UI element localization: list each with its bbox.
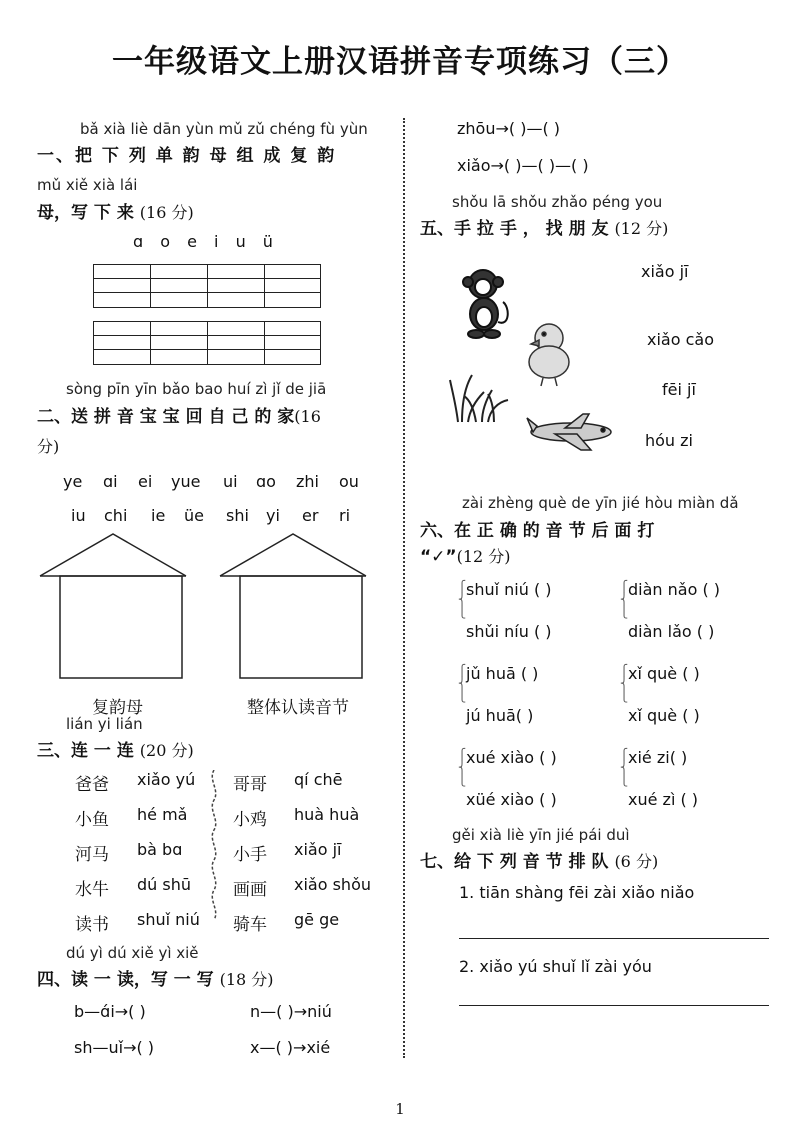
s6-heading: 六、在 正 确 的 音 节 后 面 打 — [420, 521, 655, 541]
s7-heading — [420, 847, 658, 872]
s5-word[interactable]: fēi jī — [662, 380, 696, 399]
s6-pinyin: zài zhèng què de yīn jié hòu miàn dǎ — [462, 494, 739, 512]
s5-heading — [420, 214, 668, 239]
match-word[interactable]: 哥哥 — [233, 775, 267, 795]
s1-heading-2 — [37, 198, 194, 223]
writing-grid-2[interactable] — [93, 321, 321, 365]
s4-points: (18 分) — [219, 970, 274, 989]
syllable: yi — [266, 506, 280, 525]
choice-option[interactable]: diàn lǎo ( ) — [628, 622, 715, 641]
fill-blank-item[interactable]: sh—uǐ→( ) — [74, 1038, 155, 1057]
choice-option[interactable]: shuǐ niú ( ) — [466, 580, 552, 599]
choice-option[interactable]: jǔ huā ( ) — [466, 664, 539, 683]
match-pinyin[interactable]: qí chē — [294, 770, 343, 789]
column-divider — [403, 118, 405, 1058]
s1-pinyin-2: mǔ xiě xià lái — [37, 176, 138, 194]
s5-heading-text: 五、手 拉 手 ， 找 朋 友 — [420, 219, 609, 239]
grass-icon[interactable] — [448, 370, 514, 425]
syllable: ri — [339, 506, 351, 525]
s6-points: (12 分) — [456, 547, 511, 566]
s1-heading-2-text: 母，写 下 来 — [37, 203, 134, 223]
match-word[interactable]: 小鸡 — [233, 810, 267, 830]
answer-line-1[interactable] — [459, 938, 769, 939]
match-word[interactable]: 小鱼 — [75, 810, 109, 830]
writing-grid-1[interactable] — [93, 264, 321, 308]
s2-points-2: 分) — [37, 437, 60, 456]
s2-points: (16 — [294, 407, 321, 426]
match-pinyin[interactable]: hé mǎ — [137, 805, 188, 824]
fill-blank-item[interactable]: x—( )→xié — [250, 1038, 331, 1057]
match-pinyin[interactable]: gē ge — [294, 910, 340, 929]
house-1 — [40, 534, 186, 678]
s3-heading-text: 三、连 一 连 — [37, 741, 134, 761]
s2-heading-text: 二、送 拼 音 宝 宝 回 自 己 的 家 — [37, 407, 295, 427]
airplane-icon[interactable] — [525, 408, 617, 452]
s5-word[interactable]: xiǎo cǎo — [647, 330, 714, 349]
chick-icon[interactable] — [517, 318, 581, 388]
s5-word[interactable]: xiǎo jī — [641, 262, 689, 281]
match-pinyin[interactable]: xiǎo shǒu — [294, 875, 371, 894]
page-title: 一年级语文上册汉语拼音专项练习（三） — [112, 44, 688, 80]
s7-pinyin: gěi xià liè yīn jié pái duì — [452, 826, 630, 844]
page-number: 1 — [395, 1100, 405, 1118]
choice-option[interactable]: jú huā( ) — [466, 706, 534, 725]
s1-letters: ɑ o e i u ü — [133, 232, 279, 251]
house-2-label: 整体认读音节 — [247, 698, 349, 718]
choice-option[interactable]: xǐ què ( ) — [628, 706, 700, 725]
fill-blank-item[interactable]: xiǎo→( )—( )—( ) — [457, 156, 589, 175]
s4-heading-text: 四、读 一 读，写 一 写 — [37, 970, 214, 990]
syllable: er — [302, 506, 319, 525]
syllable: iu — [71, 506, 86, 525]
match-pinyin[interactable]: xiǎo jī — [294, 840, 342, 859]
match-word[interactable]: 河马 — [75, 845, 109, 865]
s1-pinyin-1: bǎ xià liè dān yùn mǔ zǔ chéng fù yùn — [80, 120, 368, 138]
fill-blank-item[interactable]: zhōu→( )—( ) — [457, 119, 561, 138]
match-word[interactable]: 小手 — [233, 845, 267, 865]
s6-heading-2 — [420, 544, 511, 567]
s1-points: (16 分) — [139, 203, 194, 222]
s3-heading — [37, 736, 194, 761]
choice-option[interactable]: shǔi níu ( ) — [466, 622, 552, 641]
monkey-icon[interactable] — [448, 262, 523, 342]
match-word[interactable]: 爸爸 — [75, 775, 109, 795]
syllable: yue — [171, 472, 201, 491]
syllable: ɑi — [103, 472, 118, 491]
match-pinyin[interactable]: xiǎo yú — [137, 770, 196, 789]
match-pinyin[interactable]: dú shū — [137, 875, 191, 894]
s1-heading-1: 一、把 下 列 单 韵 母 组 成 复 韵 — [37, 146, 337, 166]
s7-points: (6 分) — [614, 852, 659, 871]
syllable: ou — [339, 472, 359, 491]
syllable: ye — [63, 472, 83, 491]
syllable: üe — [184, 506, 204, 525]
s5-points: (12 分) — [614, 219, 669, 238]
match-pinyin[interactable]: huà huà — [294, 805, 360, 824]
s6-check-mark: “✓” — [420, 547, 457, 567]
choice-option[interactable]: xué zì ( ) — [628, 790, 699, 809]
match-word[interactable]: 读书 — [75, 915, 109, 935]
s5-pinyin: shǒu lā shǒu zhǎo péng you — [452, 193, 663, 211]
s7-question-1: 1. tiān shàng fēi zài xiǎo niǎo — [459, 883, 695, 902]
syllable: ei — [138, 472, 153, 491]
s5-word[interactable]: hóu zi — [645, 431, 693, 450]
choice-option[interactable]: xué xiào ( ) — [466, 748, 557, 767]
s2-pinyin: sòng pīn yīn bǎo bao huí zì jǐ de jiā — [66, 380, 327, 398]
choice-option[interactable]: diàn nǎo ( ) — [628, 580, 721, 599]
s3-points: (20 分) — [139, 741, 194, 760]
s4-heading — [37, 965, 274, 990]
choice-option[interactable]: xié zi( ) — [628, 748, 688, 767]
syllable: chi — [104, 506, 128, 525]
answer-line-2[interactable] — [459, 1005, 769, 1006]
syllable: zhi — [296, 472, 319, 491]
fill-blank-item[interactable]: n—( )→niú — [250, 1002, 332, 1021]
house-1-label: 复韵母 — [92, 698, 143, 718]
syllable: ui — [223, 472, 238, 491]
choice-option[interactable]: xüé xiào ( ) — [466, 790, 557, 809]
fill-blank-item[interactable]: b—ɑ́i→( ) — [74, 1002, 146, 1021]
match-pinyin[interactable]: bà bɑ — [137, 840, 183, 859]
houses-drawing — [38, 532, 388, 682]
s4-pinyin: dú yì dú xiě yì xiě — [66, 944, 199, 962]
syllable: shi — [226, 506, 249, 525]
house-2 — [220, 534, 366, 678]
match-word[interactable]: 画画 — [233, 880, 267, 900]
s7-question-2: 2. xiǎo yú shuǐ lǐ zài yóu — [459, 957, 652, 976]
match-word[interactable]: 骑车 — [233, 915, 267, 935]
s3-pinyin: lián yi lián — [66, 715, 143, 733]
match-pinyin[interactable]: shuǐ niú — [137, 910, 200, 929]
s2-heading — [37, 402, 321, 427]
choice-option[interactable]: xǐ què ( ) — [628, 664, 700, 683]
s7-heading-text: 七、给 下 列 音 节 排 队 — [420, 852, 609, 872]
syllable: ɑo — [256, 472, 276, 491]
decorative-vine — [206, 770, 222, 930]
syllable: ie — [151, 506, 166, 525]
match-word[interactable]: 水牛 — [75, 880, 109, 900]
